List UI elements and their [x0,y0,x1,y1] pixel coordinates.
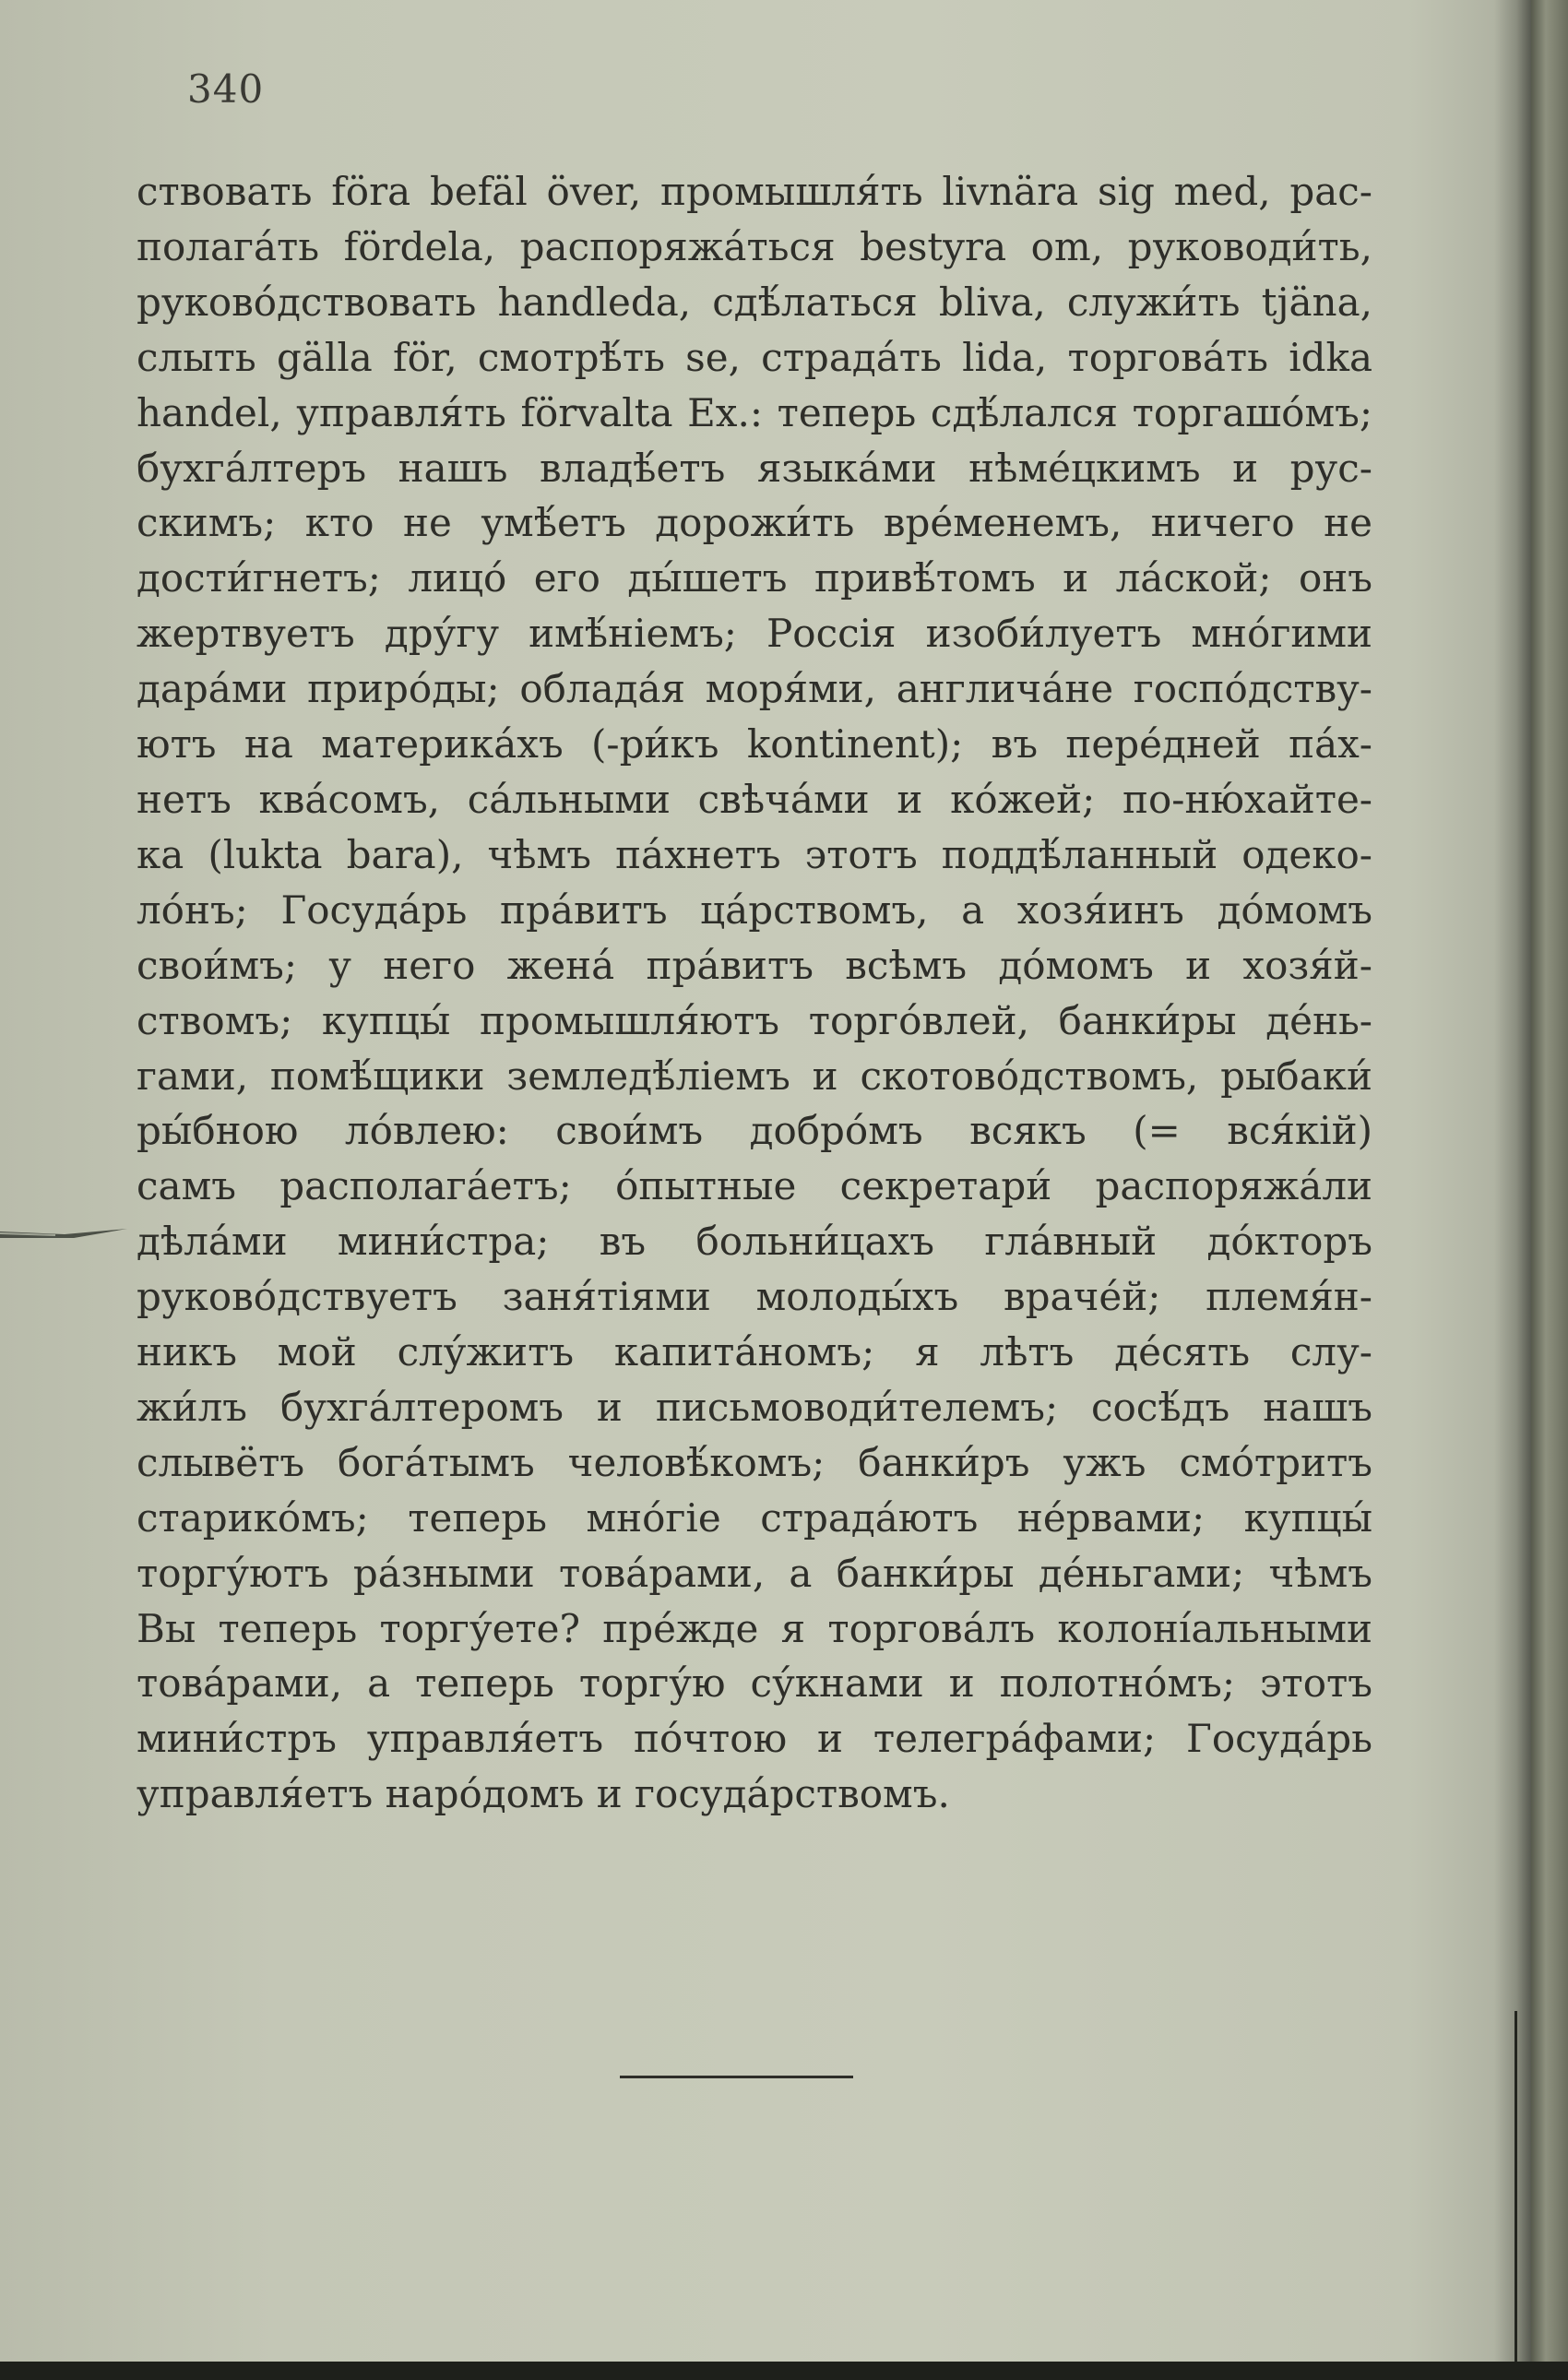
text-line: свои́мъ; у него жена́ пра́витъ всѣмъ до́момъ и хозя́й- [137,942,1372,988]
text-line: ры́бною ло́влею: свои́мъ добро́мъ всякъ (= вся́кій) [137,1108,1372,1154]
pen-mark [0,1223,129,1244]
body-text [137,164,1372,1822]
text-line: Вы теперь торгу́ете? пре́жде я торгова́лъ колоні́альными [137,1605,1372,1651]
text-line: ло́нъ; Госуда́рь пра́витъ ца́рствомъ, а хозя́инъ до́момъ [137,887,1372,933]
text-line: ствомъ; купцы́ промышля́ютъ торго́влей, банки́ры де́нь- [137,997,1372,1043]
text-line: самъ располага́етъ; о́пытные секретари́ распоряжа́ли [137,1163,1372,1209]
next-page-edge [1531,0,1568,2380]
text-line: руково́дствуетъ заня́тіями молоды́хъ враче́й; племя́н- [137,1274,1372,1320]
text-line: дости́гнетъ; лицо́ его ды́шетъ привѣ́томъ и ла́ской; онъ [137,555,1372,601]
text-line: handel, управля́ть förvalta Ex.: теперь сдѣ́лался торгашо́мъ; [137,389,1372,435]
text-line: това́рами, а теперь торгу́ю су́кнами и полотно́мъ; этотъ [137,1660,1372,1707]
margin-line [1515,2011,1517,2362]
text-line: управля́етъ наро́домъ и госуда́рствомъ. [137,1771,950,1817]
text-line: руково́дствовать handleda, сдѣ́латься bliva, служи́ть tjäna, [137,279,1372,325]
text-line: дара́ми приро́ды; облада́я моря́ми, англича́не госпо́дству- [137,666,1372,712]
end-rule [620,2076,853,2078]
text-line: ютъ на материка́хъ (-ри́къ kontinent); въ пере́дней па́х- [137,721,1372,768]
text-line: слыть gälla för, смотрѣ́ть se, страда́ть lida, торгова́ть idka [137,334,1372,380]
text-line: скимъ; кто не умѣ́етъ дорожи́ть вре́менемъ, ничего не [137,500,1372,546]
text-line: дѣла́ми мини́стра; въ больни́цахъ гла́вный до́кторъ [137,1219,1372,1265]
text-line: бухга́лтеръ нашъ владѣ́етъ языка́ми нѣме́цкимъ и рус- [137,445,1372,491]
text-line: гами, помѣ́щики земледѣ́ліемъ и скотово́дствомъ, рыбаки́ [137,1053,1372,1099]
text-line: никъ мой слу́житъ капита́номъ; я лѣтъ де́сять слу- [137,1329,1372,1375]
page-number: 340 [187,66,265,112]
text-line: торгу́ютъ ра́зными това́рами, а банки́ры де́ньгами; чѣмъ [137,1550,1372,1596]
text-line: нетъ ква́сомъ, са́льными свѣча́ми и ко́жей; по-ню́хайте- [137,776,1372,822]
bottom-strip [0,2362,1568,2380]
page-edge-shadow [1494,0,1531,2362]
text-line: ка (lukta bara), чѣмъ па́хнетъ этотъ поддѣ́ланный одеко- [137,831,1372,877]
text-line: старико́мъ; теперь мно́гіе страда́ютъ не́рвами; купцы́ [137,1494,1372,1541]
text-line: жи́лъ бухга́лтеромъ и письмоводи́телемъ; сосѣ́дъ нашъ [137,1384,1372,1430]
text-line: жертвуетъ дру́гу имѣ́ніемъ; Россія изоби́луетъ мно́гими [137,611,1372,657]
text-line: мини́стръ управля́етъ по́чтою и телегра́фами; Госуда́рь [137,1716,1372,1762]
text-line: ствовать föra befäl över, промышля́ть livnära sig med, рас- [137,169,1372,214]
text-line: полага́ть fördela, распоряжа́ться bestyra om, руководи́ть, [137,223,1372,269]
text-line: слывётъ бога́тымъ человѣ́комъ; банки́ръ ужъ смо́тритъ [137,1439,1372,1485]
